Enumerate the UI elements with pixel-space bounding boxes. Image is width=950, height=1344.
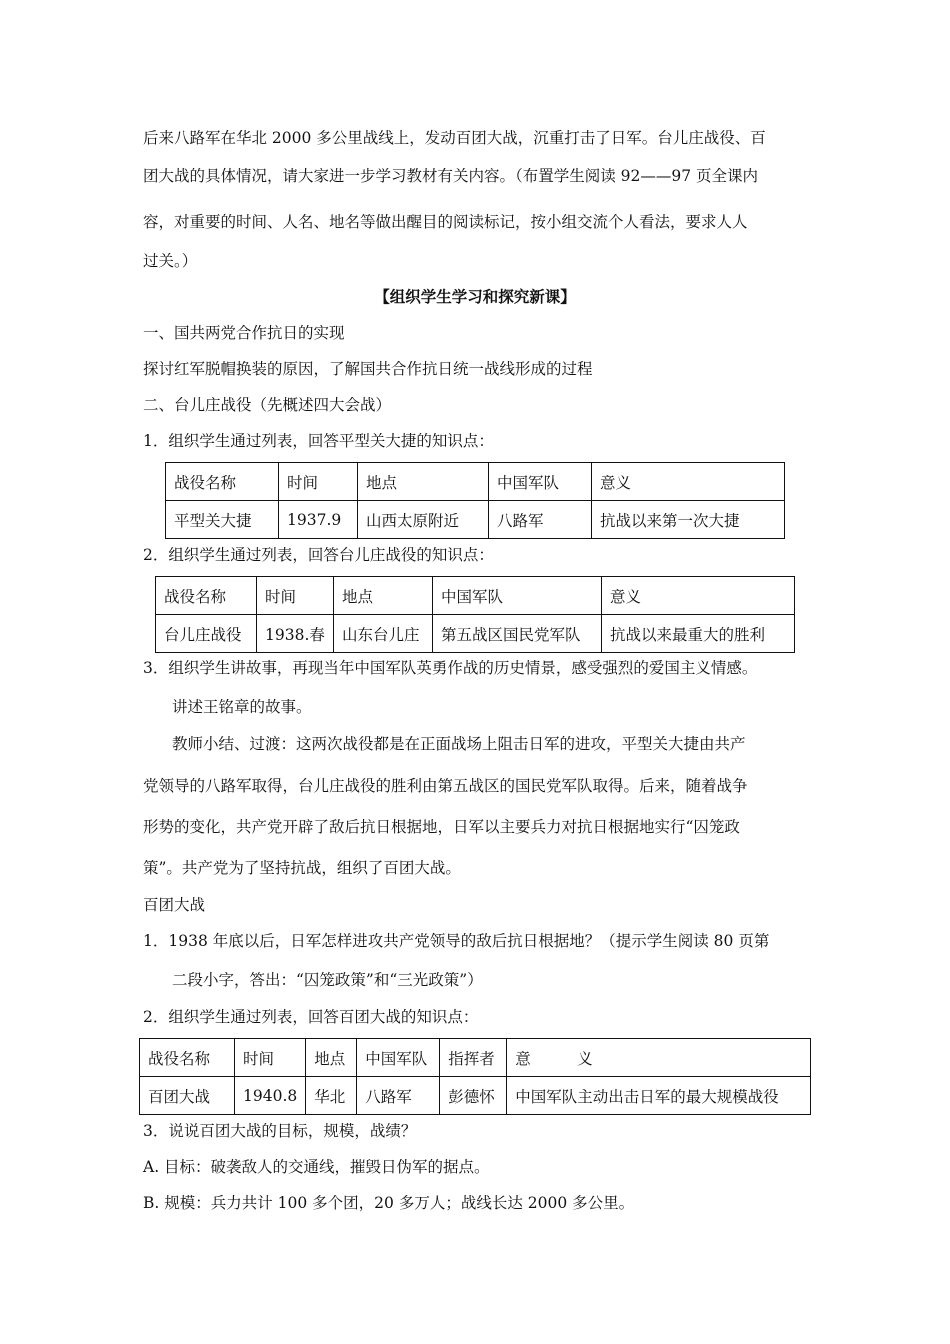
table-cell: 1938.春	[257, 615, 334, 653]
table-header-row	[156, 577, 795, 615]
table-header-cell: 时间	[257, 577, 334, 615]
part3-q2: 2．组织学生通过列表，回答百团大战的知识点：	[143, 1008, 479, 1026]
table-cell: 中国军队主动出击日军的最大规模战役	[507, 1077, 811, 1115]
part2-q1: 1．组织学生通过列表，回答平型关大捷的知识点：	[143, 432, 494, 450]
intro-line-3: 容，对重要的时间、人名、地名等做出醒目的阅读标记，按小组交流个人看法，要求人人	[143, 213, 748, 231]
part2-q3: 3．组织学生讲故事，再现当年中国军队英勇作战的历史情景，感受强烈的爱国主义情感。	[143, 659, 758, 677]
part3-q1-line-2: 二段小字，答出：“囚笼政策”和“三光政策”）	[172, 971, 483, 989]
table-header-cell: 中国军队	[433, 577, 602, 615]
table-row	[166, 501, 785, 539]
part3-q3: 3．说说百团大战的目标，规模，战绩？	[143, 1122, 417, 1140]
table-cell: 彭德怀	[440, 1077, 507, 1115]
table-pingxingguan	[165, 462, 785, 539]
table-taierzhuang	[155, 576, 795, 653]
table-cell: 百团大战	[140, 1077, 235, 1115]
table-cell: 八路军	[357, 1077, 440, 1115]
part2-q2: 2．组织学生通过列表，回答台儿庄战役的知识点：	[143, 546, 494, 564]
table-cell: 华北	[306, 1077, 357, 1115]
table-header-cell: 地点	[334, 577, 433, 615]
table-cell: 山东台儿庄	[334, 615, 433, 653]
table-header-cell: 时间	[279, 463, 358, 501]
table-header-cell: 中国军队	[489, 463, 592, 501]
table-header-row	[166, 463, 785, 501]
table-cell: 抗战以来第一次大捷	[592, 501, 785, 539]
summary-line-2: 党领导的八路军取得，台儿庄战役的胜利由第五战区的国民党军队取得。后来，随着战争	[143, 777, 748, 795]
summary-line-3: 形势的变化，共产党开辟了敌后抗日根据地，日军以主要兵力对抗日根据地实行“囚笼政	[143, 818, 740, 836]
part3-answer-b: B. 规模：兵力共计 100 多个团，20 多万人；战线长达 2000 多公里。	[143, 1194, 635, 1212]
table-header-cell: 时间	[235, 1039, 306, 1077]
table-header-cell: 指挥者	[440, 1039, 507, 1077]
part2-heading: 二、台儿庄战役（先概述四大会战）	[143, 396, 392, 414]
summary-line-1: 教师小结、过渡：这两次战役都是在正面战场上阻击日军的进攻，平型关大捷由共产	[172, 735, 746, 753]
summary-line-4: 策”。共产党为了坚持抗战，组织了百团大战。	[143, 859, 461, 877]
table-cell: 1940.8	[235, 1077, 306, 1115]
part3-heading: 百团大战	[143, 896, 206, 914]
table-header-cell: 意义	[602, 577, 795, 615]
table-row	[156, 615, 795, 653]
table-row	[140, 1077, 811, 1115]
table-header-cell: 战役名称	[156, 577, 257, 615]
table-header-cell: 意义	[592, 463, 785, 501]
section-title: 【组织学生学习和探究新课】	[374, 287, 576, 306]
table-header-cell: 中国军队	[357, 1039, 440, 1077]
part3-q1-line-1: 1．1938 年底以后，日军怎样进攻共产党领导的敌后抗日根据地？（提示学生阅读 80 页第	[143, 932, 770, 950]
table-header-row	[140, 1039, 811, 1077]
table-cell: 平型关大捷	[166, 501, 279, 539]
table-cell: 抗战以来最重大的胜利	[602, 615, 795, 653]
table-header-cell: 战役名称	[140, 1039, 235, 1077]
table-header-cell: 地点	[306, 1039, 357, 1077]
table-header-cell: 战役名称	[166, 463, 279, 501]
table-header-cell: 地点	[358, 463, 489, 501]
part3-answer-a: A. 目标：破袭敌人的交通线，摧毁日伪军的据点。	[143, 1158, 490, 1176]
table-baituan	[139, 1038, 811, 1115]
table-cell: 山西太原附近	[358, 501, 489, 539]
intro-line-2: 团大战的具体情况，请大家进一步学习教材有关内容。（布置学生阅读 92——97 页全课内	[143, 167, 759, 185]
table-cell: 第五战区国民党军队	[433, 615, 602, 653]
table-cell: 1937.9	[279, 501, 358, 539]
intro-line-4: 过关。）	[143, 252, 198, 270]
intro-line-1: 后来八路军在华北 2000 多公里战线上，发动百团大战，沉重打击了日军。台儿庄战役、百	[143, 129, 766, 147]
part2-q3-sub: 讲述王铭章的故事。	[172, 698, 312, 716]
table-cell: 台儿庄战役	[156, 615, 257, 653]
part1-heading: 一、国共两党合作抗日的实现	[143, 324, 345, 342]
table-cell: 八路军	[489, 501, 592, 539]
table-header-cell: 意 义	[507, 1039, 811, 1077]
part1-text: 探讨红军脱帽换装的原因，了解国共合作抗日统一战线形成的过程	[143, 360, 593, 378]
